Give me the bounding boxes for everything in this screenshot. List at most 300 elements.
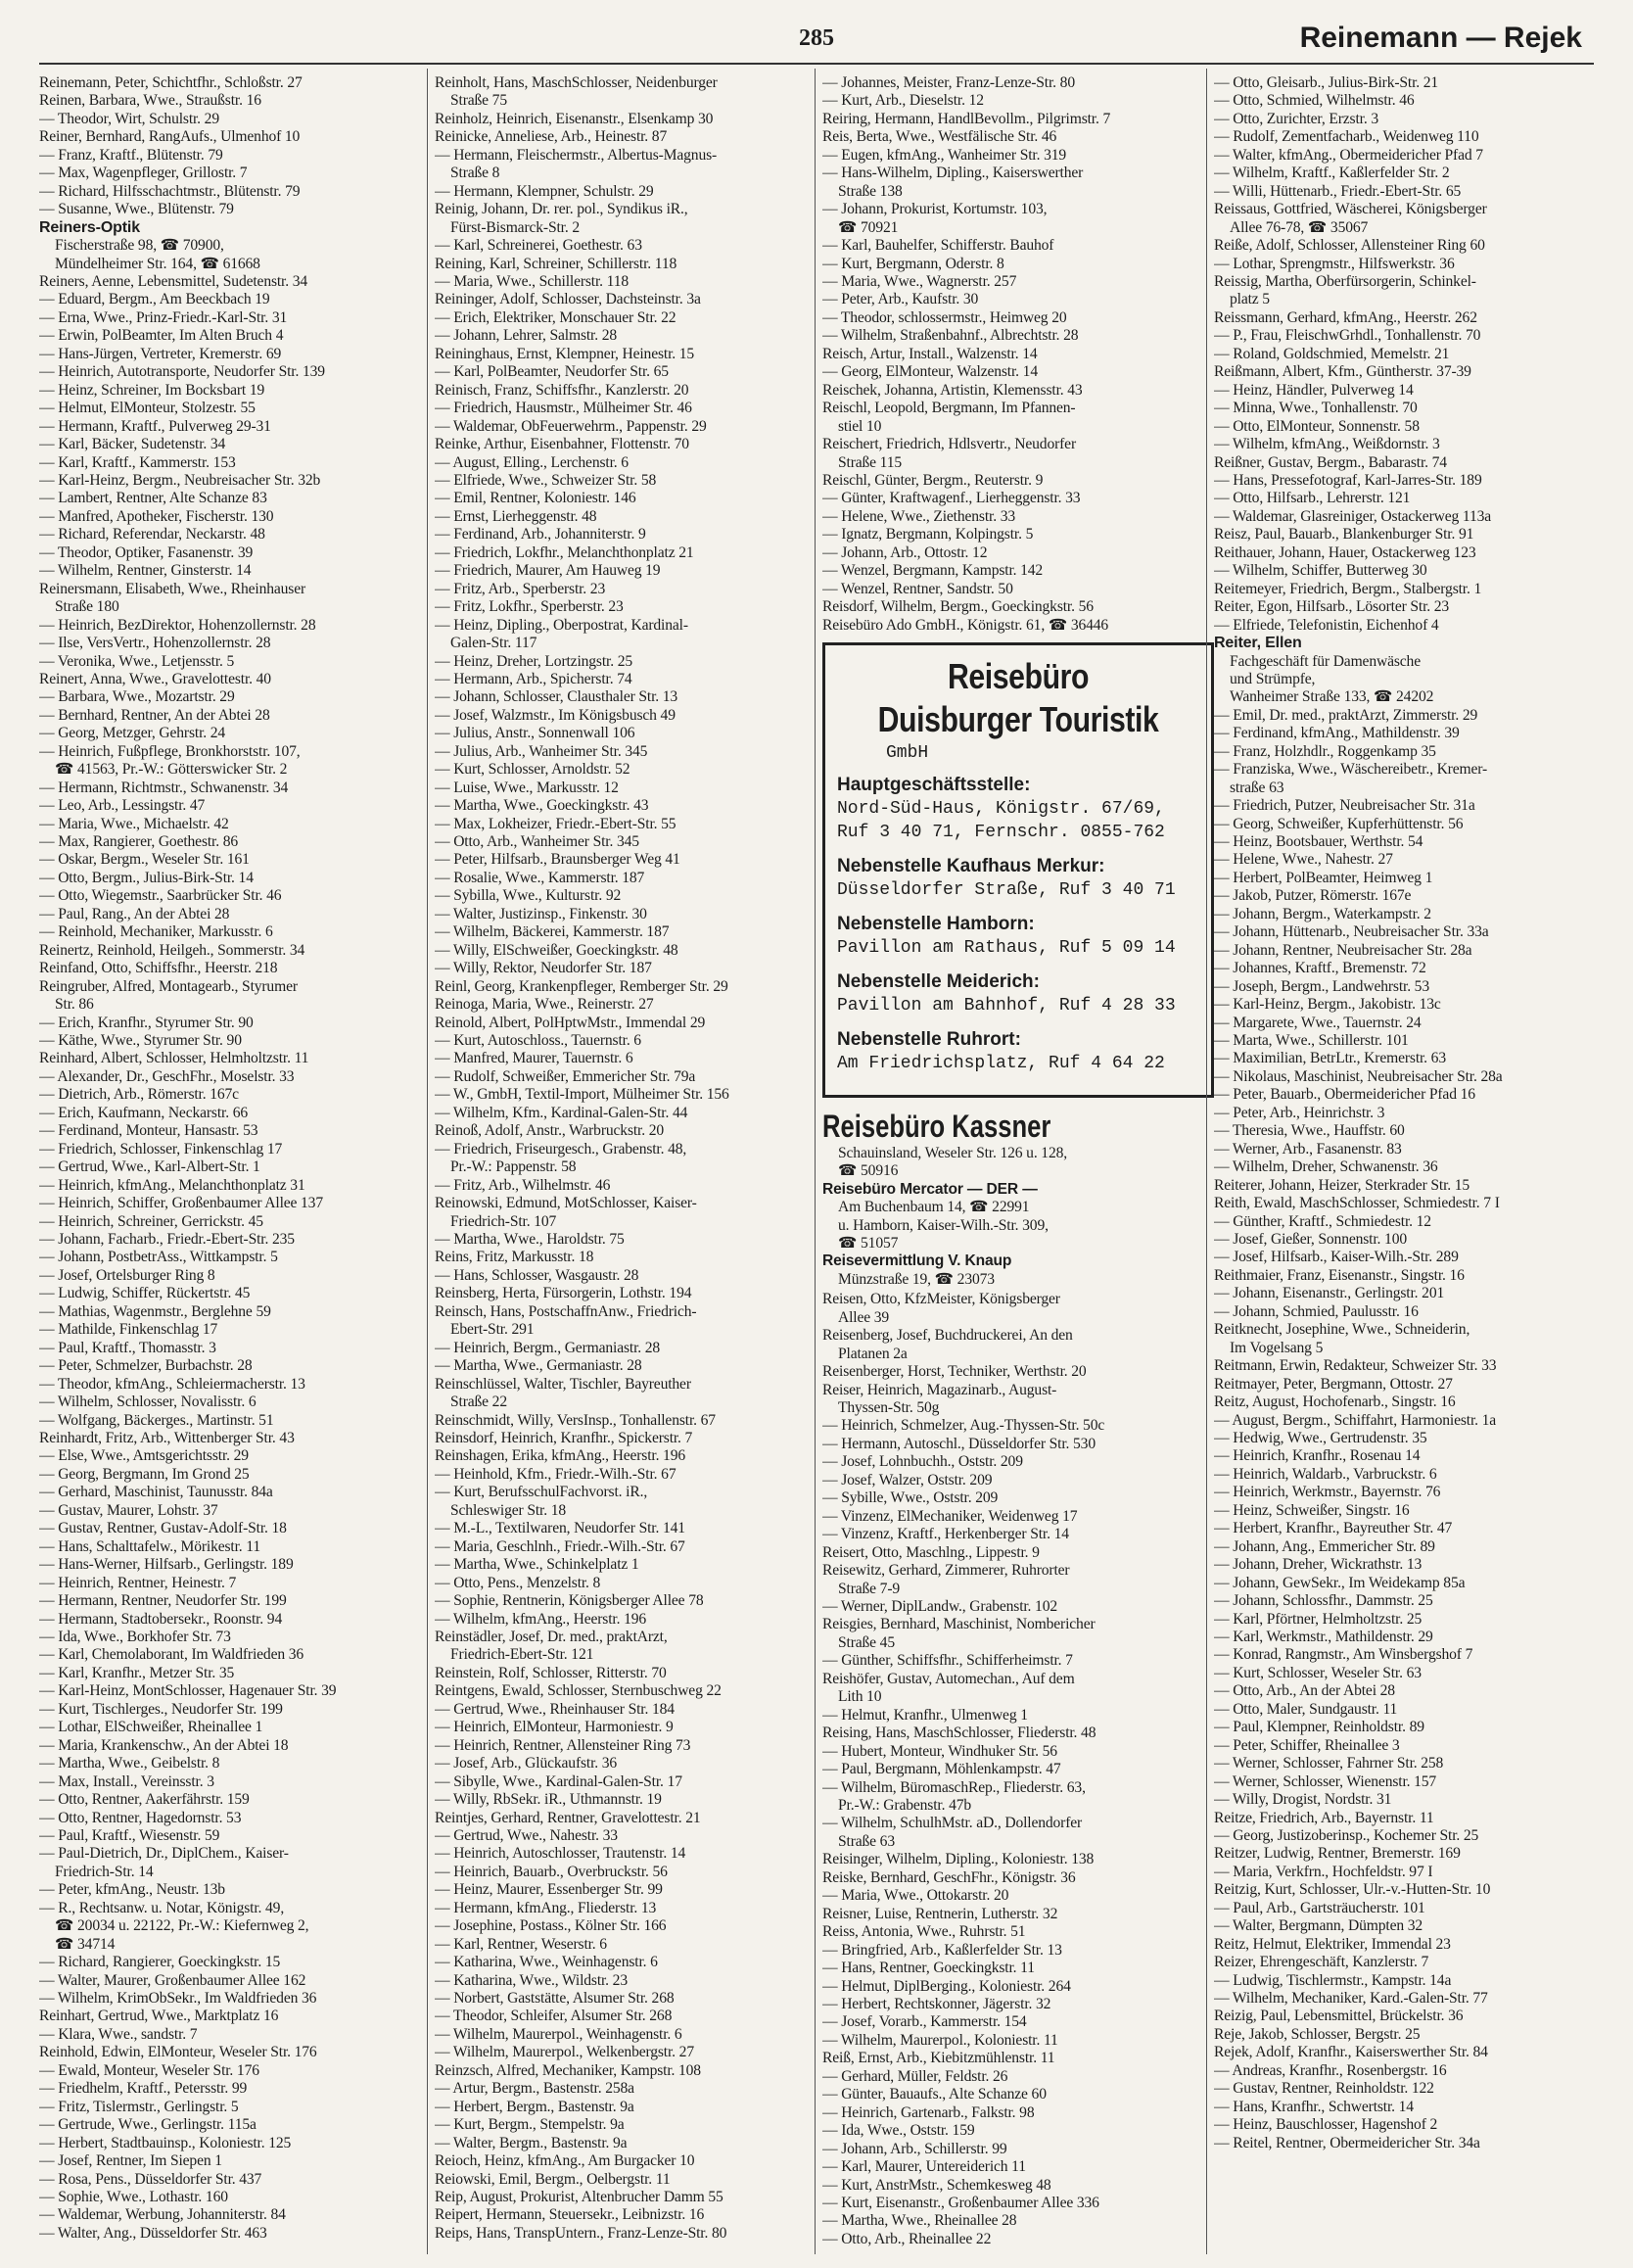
directory-entry: Reinl, Georg, Krankenpfleger, Remberger Str. 29 (435, 977, 728, 995)
directory-entry: — Otto, Zurichter, Erzstr. 3 (1214, 110, 1378, 127)
directory-entry: straße 63 (1230, 779, 1284, 796)
directory-entry: — Hermann, Fleischermstr., Albertus-Magnus- (435, 146, 718, 164)
directory-entry: Reininghaus, Ernst, Klempner, Heinestr. 15 (435, 345, 695, 362)
directory-entry: Reinowski, Edmund, MotSchlosser, Kaiser- (435, 1195, 697, 1212)
directory-entry: — Heinrich, BezDirektor, Hohenzollernstr. 28 (39, 616, 316, 634)
directory-entry: — Herbert, Kranfhr., Bayreuther Str. 47 (1214, 1520, 1453, 1537)
directory-entry: — Manfred, Maurer, Tauernstr. 6 (435, 1050, 633, 1067)
directory-entry: — Wilhelm, Maurerpol., Weinhagenstr. 6 (435, 2025, 682, 2043)
directory-entry: Reiss, Antonia, Wwe., Ruhrstr. 51 (822, 1923, 1026, 1941)
directory-entry: — Friedrich, Maurer, Am Hauweg 19 (435, 562, 661, 580)
ad-branch-phone: Ruf 3 40 71, Fernschr. 0855-762 (837, 823, 1165, 843)
column-3-bottom (822, 1291, 1214, 2248)
directory-entry: — Helmut, ElMonteur, Stolzestr. 55 (39, 400, 256, 417)
directory-entry: Reininger, Adolf, Schlosser, Dachsteinstr. 3a (435, 291, 701, 308)
ad-brand-line1: Reisebüro (947, 656, 1090, 697)
directory-entry: — Mathilde, Finkenschlag 17 (39, 1321, 218, 1339)
column-3-top (822, 74, 1214, 635)
directory-entry: — Richard, Referendar, Neckarstr. 48 (39, 526, 265, 543)
directory-entry: — Richard, Hilfsschachtmstr., Blütenstr. 79 (39, 182, 301, 200)
directory-entry: — Kurt, Arb., Dieselstr. 12 (822, 92, 984, 110)
directory-entry: — Heinrich, Bauarb., Overbruckstr. 56 (435, 1863, 668, 1880)
directory-entry: — Maria, Wwe., Michaelstr. 42 (39, 815, 229, 832)
directory-entry: Reiners, Aenne, Lebensmittel, Sudetenstr. 34 (39, 272, 308, 290)
directory-entry: Reinhold, Edwin, ElMonteur, Weseler Str. 176 (39, 2044, 317, 2061)
directory-entry: — Paul, Kraftf., Thomasstr. 3 (39, 1339, 216, 1356)
directory-entry: Reischl, Günter, Bergm., Reuterstr. 9 (822, 471, 1044, 489)
directory-entry: — Paul, Bergmann, Möhlenkampstr. 47 (822, 1761, 1061, 1778)
directory-entry: — Hans, Rentner, Goeckingkstr. 11 (822, 1960, 1035, 1977)
ad-branch-label: Nebenstelle Kaufhaus Merkur: (837, 856, 1105, 877)
column-divider (427, 69, 428, 2254)
directory-entry: — Peter, kfmAng., Neustr. 13b (39, 1881, 225, 1899)
ad-line: u. Hamborn, Kaiser-Wilh.-Str. 309, (838, 1216, 1049, 1234)
directory-entry: — Hans, Pressefotograf, Karl-Jarres-Str. 189 (1214, 471, 1482, 489)
directory-entry: Reinert, Anna, Wwe., Gravelottestr. 40 (39, 670, 271, 687)
directory-entry: — Konrad, Rangmstr., Am Winsbergshof 7 (1214, 1646, 1473, 1664)
directory-entry: Reiowski, Emil, Bergm., Oelbergstr. 11 (435, 2170, 671, 2188)
directory-entry: Reinstädler, Josef, Dr. med., praktArzt, (435, 1628, 668, 1645)
page-number: 285 (799, 25, 834, 51)
directory-entry: ☎ 34714 (55, 1935, 116, 1953)
directory-entry: — Wenzel, Rentner, Sandstr. 50 (822, 580, 1013, 597)
directory-entry: — Helmut, Kranfhr., Ulmenweg 1 (822, 1706, 1028, 1724)
directory-entry: — Wolfgang, Bäckerges., Martinstr. 51 (39, 1411, 274, 1429)
directory-entry: Reinholt, Hans, MaschSchlosser, Neidenburger (435, 74, 718, 91)
directory-entry: Reithmaier, Franz, Eisenanstr., Singstr. 16 (1214, 1266, 1465, 1284)
directory-entry: Reißner, Gustav, Bergm., Babarastr. 74 (1214, 453, 1447, 471)
directory-entry: Reinemann, Peter, Schichtfhr., Schloßstr. 27 (39, 74, 303, 91)
directory-entry: — Theodor, Optiker, Fasanenstr. 39 (39, 543, 254, 561)
directory-entry: Reje, Jakob, Schlosser, Bergstr. 25 (1214, 2025, 1421, 2043)
directory-entry: — Sophie, Wwe., Lothastr. 160 (39, 2189, 228, 2206)
directory-entry: — Julius, Anstr., Sonnenwall 106 (435, 725, 635, 742)
directory-entry: — Martha, Wwe., Rheinallee 28 (822, 2212, 1017, 2230)
directory-entry: — Herbert, Rechtskonner, Jägerstr. 32 (822, 1995, 1051, 2012)
directory-entry: — Kurt, BerufsschulFachvorst. iR., (435, 1484, 648, 1501)
directory-entry: Friedrich-Str. 14 (55, 1863, 154, 1880)
directory-entry: — Günter, Bauaufs., Alte Schanze 60 (822, 2086, 1047, 2103)
directory-entry: — Richard, Rangierer, Goeckingkstr. 15 (39, 1954, 281, 1971)
directory-entry: — Wilhelm, Schlosser, Novalisstr. 6 (39, 1394, 257, 1411)
directory-entry: — Wilhelm, SchulhMstr. aD., Dollendorfer (822, 1815, 1083, 1832)
directory-entry: Reithauer, Johann, Hauer, Ostackerweg 123 (1214, 543, 1476, 561)
directory-entry: — Ignatz, Bergmann, Kolpingstr. 5 (822, 526, 1034, 543)
directory-entry: — Otto, Rentner, Aakerfährstr. 159 (39, 1791, 250, 1809)
directory-entry: Allee 39 (838, 1308, 890, 1326)
directory-entry: — W., GmbH, Textil-Import, Mülheimer Str. 156 (435, 1086, 729, 1104)
directory-entry: — Helene, Wwe., Ziethenstr. 33 (822, 507, 1016, 525)
directory-entry: — Wilhelm, Rentner, Ginsterstr. 14 (39, 562, 252, 580)
directory-entry: — Wilhelm, Kfm., Kardinal-Galen-Str. 44 (435, 1104, 688, 1121)
entry-range: Reinemann — Rejek (1299, 22, 1582, 54)
directory-entry: — Günter, Kraftwagenf., Lierheggenstr. 33 (822, 490, 1081, 507)
directory-entry: — Josef, Vorarb., Kammerstr. 154 (822, 2013, 1027, 2031)
directory-entry: — Mathias, Wagenmstr., Berglehne 59 (39, 1302, 271, 1320)
directory-entry: Mündelheimer Str. 164, ☎ 61668 (55, 255, 260, 272)
directory-entry: — Wilhelm, Kraftf., Kaßlerfelder Str. 2 (1214, 165, 1450, 182)
directory-entry: — Karl, Kraftf., Kammerstr. 153 (39, 453, 236, 471)
directory-entry: — Werner, Schlosser, Fahrner Str. 258 (1214, 1755, 1444, 1772)
directory-entry: — Fritz, Lokfhr., Sperberstr. 23 (435, 598, 624, 616)
directory-entry: — Theodor, Wirt, Schulstr. 29 (39, 110, 219, 127)
directory-entry: — Herbert, Bergm., Bastenstr. 9a (435, 2098, 634, 2115)
directory-entry: Reip, August, Prokurist, Altenbrucher Damm 55 (435, 2189, 723, 2206)
directory-entry: Reinschmidt, Willy, VersInsp., Tonhallenstr. 67 (435, 1411, 716, 1429)
directory-entry: — Sybille, Wwe., Oststr. 209 (822, 1489, 999, 1507)
ad-knaup-lines (822, 1271, 1214, 1289)
directory-entry: — Josef, Walzmstr., Im Königsbusch 49 (435, 706, 676, 724)
directory-entry: Reiring, Hermann, HandlBevollm., Pilgrimstr. 7 (822, 110, 1111, 127)
directory-entry: Reisch, Artur, Install., Walzenstr. 14 (822, 345, 1038, 362)
directory-entry: und Strümpfe, (1230, 670, 1316, 687)
directory-entry: — Gustav, Rentner, Gustav-Adolf-Str. 18 (39, 1520, 287, 1537)
directory-entry: Reinhardt, Fritz, Arb., Wittenberger Str. 43 (39, 1429, 295, 1446)
directory-entry: Reiße, Adolf, Schlosser, Allensteiner Ring 60 (1214, 237, 1485, 255)
directory-entry: — Martha, Wwe., Goeckingkstr. 43 (435, 797, 649, 815)
directory-entry: Reinen, Barbara, Wwe., Straußstr. 16 (39, 92, 261, 110)
directory-entry: Reith, Ewald, MaschSchlosser, Schmiedestr. 7 I (1214, 1195, 1500, 1212)
directory-entry: Fürst-Bismarck-Str. 2 (450, 218, 580, 236)
directory-entry: — Roland, Goldschmied, Memelstr. 21 (1214, 345, 1450, 362)
directory-entry: — Otto, ElMonteur, Sonnenstr. 58 (1214, 417, 1420, 435)
directory-entry: — Gertrud, Wwe., Rheinhauser Str. 184 (435, 1700, 675, 1718)
directory-entry: Reisgies, Bernhard, Maschinist, Nombericher (822, 1616, 1096, 1633)
ad-line: Am Buchenbaum 14, ☎ 22991 (838, 1199, 1030, 1216)
directory-entry: Reizer, Ehrengeschäft, Kanzlerstr. 7 (1214, 1954, 1429, 1971)
directory-entry: Reinsch, Hans, PostschaffnAnw., Friedrich- (435, 1302, 697, 1320)
ad-branch-address: Nord-Süd-Haus, Königstr. 67/69, (837, 799, 1165, 820)
directory-entry: — Hermann, Richtmstr., Schwanenstr. 34 (39, 779, 289, 796)
directory-entry: Reinold, Albert, PolHptwMstr., Immendal 29 (435, 1014, 706, 1031)
directory-entry: — Werner, DiplLandw., Grabenstr. 102 (822, 1598, 1057, 1615)
directory-entry: Reisner, Luise, Rentnerin, Lutherstr. 32 (822, 1905, 1058, 1922)
directory-entry: — Peter, Arb., Kaufstr. 30 (822, 291, 979, 308)
directory-entry: Reins, Fritz, Markusstr. 18 (435, 1249, 594, 1266)
directory-entry: Reisz, Paul, Bauarb., Blankenburger Str. 91 (1214, 526, 1474, 543)
directory-entry: Im Vogelsang 5 (1230, 1339, 1324, 1356)
directory-entry: Reitz, Helmut, Elektriker, Immendal 23 (1214, 1935, 1451, 1953)
ad-branch-label: Nebenstelle Ruhrort: (837, 1029, 1021, 1051)
directory-entry: — Martha, Wwe., Geibelstr. 8 (39, 1755, 220, 1772)
directory-entry: — Theodor, kfmAng., Schleiermacherstr. 13 (39, 1375, 305, 1393)
directory-entry: — Erwin, PolBeamter, Im Alten Bruch 4 (39, 327, 284, 345)
directory-entry: — Nikolaus, Maschinist, Neubreisacher Str. 28a (1214, 1067, 1503, 1085)
directory-entry: — Martha, Wwe., Haroldstr. 75 (435, 1231, 625, 1248)
directory-entry: — Elfriede, Wwe., Schweizer Str. 58 (435, 471, 657, 489)
directory-entry: — Fritz, Tislermstr., Gerlingstr. 5 (39, 2098, 239, 2115)
ad-branch-label: Hauptgeschäftsstelle: (837, 775, 1031, 796)
directory-entry: — Hermann, Arb., Spicherstr. 74 (435, 670, 632, 687)
directory-entry: — Friedrich, Lokfhr., Melanchthonplatz 21 (435, 543, 694, 561)
ad-kassner-lines (822, 1145, 1214, 1181)
directory-entry: — Hermann, Klempner, Schulstr. 29 (435, 182, 654, 200)
directory-entry: — Reitel, Rentner, Obermeidericher Str. 34a (1214, 2134, 1480, 2151)
directory-entry: — Josef, Lohnbuchh., Oststr. 209 (822, 1453, 1023, 1471)
directory-entry: — Franz, Holzhdlr., Roggenkamp 35 (1214, 742, 1436, 760)
directory-entry: — Walter, Maurer, Großenbaumer Allee 162 (39, 1971, 306, 1989)
directory-entry: Wanheimer Straße 133, ☎ 24202 (1230, 688, 1434, 706)
directory-entry: — Peter, Schiffer, Rheinallee 3 (1214, 1736, 1400, 1754)
directory-entry: — P., Frau, FleischwGrhdl., Tonhallenstr. 70 (1214, 327, 1481, 345)
directory-entry: — August, Bergm., Schiffahrt, Harmoniestr. 1a (1214, 1411, 1497, 1429)
directory-entry: Reips, Hans, TranspUntern., Franz-Lenze-Str. 80 (435, 2224, 727, 2242)
directory-entry: — Ewald, Monteur, Weseler Str. 176 (39, 2061, 259, 2079)
directory-entry: — Hans, Kranfhr., Schwertstr. 14 (1214, 2098, 1414, 2115)
directory-entry: — Emil, Rentner, Koloniestr. 146 (435, 490, 636, 507)
directory-entry: Reinertz, Reinhold, Heilgeh., Sommerstr. 34 (39, 941, 305, 959)
directory-entry: Reiners-Optik (39, 218, 140, 236)
directory-entry: Reinhard, Albert, Schlosser, Helmholtzstr. 11 (39, 1050, 309, 1067)
directory-entry: Friedrich-Str. 107 (450, 1212, 557, 1230)
directory-entry: — Sophie, Rentnerin, Königsberger Allee 78 (435, 1592, 704, 1610)
directory-entry: Reitz, August, Hochofenarb., Singstr. 16 (1214, 1394, 1456, 1411)
directory-entry: — Eugen, kfmAng., Wanheimer Str. 319 (822, 146, 1067, 164)
directory-entry: — Wilhelm, Maurerpol., Koloniestr. 11 (822, 2031, 1058, 2049)
directory-entry: — Leo, Arb., Lessingstr. 47 (39, 797, 206, 815)
ad-knaup-title: Reisevermittlung V. Knaup (822, 1252, 1012, 1270)
directory-entry: — Ludwig, Tischlermstr., Kampstr. 14a (1214, 1971, 1452, 1989)
directory-entry: — Kurt, Tischlerges., Neudorfer Str. 199 (39, 1700, 283, 1718)
directory-entry: — Paul, Klempner, Reinholdstr. 89 (1214, 1719, 1424, 1736)
directory-entry: — Sibylle, Wwe., Kardinal-Galen-Str. 17 (435, 1772, 682, 1790)
directory-entry: — Martha, Wwe., Schinkelplatz 1 (435, 1556, 639, 1574)
directory-entry: Rejek, Adolf, Kranfhr., Kaiserswerther Str. 84 (1214, 2044, 1488, 2061)
directory-entry: stiel 10 (838, 417, 882, 435)
directory-entry: — Johannes, Kraftf., Bremenstr. 72 (1214, 960, 1426, 977)
directory-entry: Pr.-W.: Pappenstr. 58 (450, 1158, 577, 1176)
directory-entry: Reinisch, Franz, Schiffsfhr., Kanzlerstr. 20 (435, 381, 689, 399)
directory-entry: — Wilhelm, kfmAng., Heerstr. 196 (435, 1610, 647, 1628)
directory-entry: — Max, Lokheizer, Friedr.-Ebert-Str. 55 (435, 815, 677, 832)
ad-kassner-brand: Reisebüro Kassner (822, 1109, 1051, 1145)
directory-entry: ☎ 70921 (838, 218, 899, 236)
directory-entry: — Johann, Lehrer, Salmstr. 28 (435, 327, 618, 345)
directory-entry: — Karl, Rentner, Weserstr. 6 (435, 1935, 607, 1953)
directory-entry: — Gertrud, Wwe., Karl-Albert-Str. 1 (39, 1158, 260, 1176)
directory-entry: Platanen 2a (838, 1345, 908, 1362)
directory-entry: Reinholz, Heinrich, Eisenanstr., Elsenkamp 30 (435, 110, 714, 127)
directory-entry: — Walter, Ang., Düsseldorfer Str. 463 (39, 2224, 267, 2242)
directory-entry: Reintjes, Gerhard, Rentner, Gravelottestr. 21 (435, 1809, 701, 1826)
directory-entry: Straße 8 (450, 165, 500, 182)
directory-entry: — Paul, Rang., An der Abtei 28 (39, 905, 230, 922)
directory-entry: Reinshagen, Erika, kfmAng., Heerstr. 196 (435, 1447, 686, 1465)
directory-entry: — Kurt, Autoschloss., Tauernstr. 6 (435, 1032, 641, 1050)
directory-entry: — Walter, Bergmann, Dümpten 32 (1214, 1917, 1423, 1935)
header-rule (39, 63, 1594, 65)
directory-entry: — Johann, Bergm., Waterkampstr. 2 (1214, 905, 1431, 922)
directory-entry: Straße 7-9 (838, 1580, 901, 1597)
directory-entry: — Otto, Gleisarb., Julius-Birk-Str. 21 (1214, 74, 1439, 91)
directory-entry: — Max, Wagenpfleger, Grillostr. 7 (39, 165, 248, 182)
directory-entry: — Elfriede, Telefonistin, Eichenhof 4 (1214, 616, 1439, 634)
directory-entry: — Wilhelm, Straßenbahnf., Albrechtstr. 28 (822, 327, 1079, 345)
directory-entry: — Barbara, Wwe., Mozartstr. 29 (39, 688, 235, 706)
directory-entry: — Artur, Bergm., Bastenstr. 258a (435, 2080, 634, 2098)
directory-entry: Schleswiger Str. 18 (450, 1501, 566, 1519)
directory-entry: — Johann, Dreher, Wickrathstr. 13 (1214, 1556, 1423, 1574)
directory-entry: — Rosa, Pens., Düsseldorfer Str. 437 (39, 2170, 262, 2188)
directory-entry: — Heinrich, Autoschlosser, Trautenstr. 14 (435, 1845, 686, 1863)
directory-entry: Reisewitz, Gerhard, Zimmerer, Ruhrorter (822, 1562, 1070, 1580)
directory-entry: — Heinz, Bootsbauer, Werthstr. 54 (1214, 833, 1423, 851)
directory-entry: — Ferdinand, kfmAng., Mathildenstr. 39 (1214, 725, 1460, 742)
directory-entry: Reisenberger, Horst, Techniker, Werthstr. 20 (822, 1363, 1087, 1381)
directory-entry: — Hans-Werner, Hilfsarb., Gerlingstr. 189 (39, 1556, 294, 1574)
directory-entry: — Peter, Schmelzer, Burbachstr. 28 (39, 1357, 253, 1375)
ad-branch-address: Düsseldorfer Straße, Ruf 3 40 71 (837, 880, 1176, 901)
directory-entry: — Josef, Ortelsburger Ring 8 (39, 1266, 215, 1284)
directory-entry: — Johann, PostbetrAss., Wittkampstr. 5 (39, 1249, 278, 1266)
directory-entry: — Georg, Justizoberinsp., Kochemer Str. 25 (1214, 1826, 1479, 1844)
directory-entry: — Kurt, Bergmann, Oderstr. 8 (822, 255, 1004, 272)
directory-entry: Reishöfer, Gustav, Automechan., Auf dem (822, 1670, 1075, 1687)
column-divider (815, 69, 816, 2254)
directory-entry: — Heinz, Dipling., Oberpostrat, Kardinal- (435, 616, 688, 634)
directory-entry: — Gustav, Rentner, Reinholdstr. 122 (1214, 2080, 1434, 2098)
directory-entry: Reinstein, Rolf, Schlosser, Ritterstr. 70 (435, 1664, 667, 1681)
column-divider (1206, 69, 1207, 2254)
directory-entry: Reining, Karl, Schreiner, Schillerstr. 118 (435, 255, 677, 272)
directory-entry: — Heinz, Schreiner, Im Bocksbart 19 (39, 381, 265, 399)
directory-entry: — Paul-Dietrich, Dr., DiplChem., Kaiser- (39, 1845, 289, 1863)
directory-entry: — Gertrud, Wwe., Nahestr. 33 (435, 1826, 618, 1844)
directory-entry: — Heinz, Schweißer, Singstr. 16 (1214, 1501, 1410, 1519)
directory-entry: — Willy, Drogist, Nordstr. 31 (1214, 1791, 1392, 1809)
directory-entry: — Johann, Schlossfhr., Dammstr. 25 (1214, 1592, 1433, 1610)
directory-entry: — Helene, Wwe., Nahestr. 27 (1214, 851, 1393, 869)
directory-entry: — Joseph, Bergm., Landwehrstr. 53 (1214, 977, 1429, 995)
directory-entry: Straße 180 (55, 598, 119, 616)
directory-entry: — Heinz, Händler, Pulverweg 14 (1214, 381, 1414, 399)
directory-entry: — Jakob, Putzer, Römerstr. 167e (1214, 887, 1412, 905)
directory-entry: — Susanne, Wwe., Blütenstr. 79 (39, 201, 234, 218)
directory-entry: — Johann, Hüttenarb., Neubreisacher Str. 33a (1214, 923, 1489, 941)
ad-kassner (822, 1108, 1214, 1289)
directory-entry: — Hans, Schlosser, Wasgaustr. 28 (435, 1266, 639, 1284)
directory-entry: — Fritz, Arb., Wilhelmstr. 46 (435, 1176, 611, 1194)
directory-entry: — Erich, Kaufmann, Neckarstr. 66 (39, 1104, 249, 1121)
directory-entry: — Theodor, schlossermstr., Heimweg 20 (822, 308, 1067, 326)
directory-entry: — Wilhelm, Mechaniker, Kard.-Galen-Str. 77 (1214, 1990, 1488, 2008)
directory-entry: — Wilhelm, Bäckerei, Kammerstr. 187 (435, 923, 670, 941)
directory-entry: — Max, Rangierer, Goethestr. 86 (39, 833, 239, 851)
directory-entry: — Otto, Rentner, Hagedornstr. 53 (39, 1809, 242, 1826)
directory-entry: — Hans, Schalttafelw., Mörikestr. 11 (39, 1537, 261, 1555)
directory-entry: — Heinrich, Autotransporte, Neudorfer Str. 139 (39, 363, 325, 381)
directory-entry: Reisinger, Wilhelm, Dipling., Koloniestr. 138 (822, 1851, 1095, 1868)
directory-entry: — Heinrich, Rentner, Heinestr. 7 (39, 1574, 237, 1591)
ad-mercator-lines (822, 1199, 1214, 1252)
directory-entry: — Heinrich, kfmAng., Melanchthonplatz 31 (39, 1176, 305, 1194)
directory-entry: — Waldemar, ObFeuerwehrm., Pappenstr. 29 (435, 417, 707, 435)
directory-entry: — Erich, Kranfhr., Styrumer Str. 90 (39, 1014, 254, 1031)
directory-entry: — Ilse, VersVertr., Hohenzollernstr. 28 (39, 635, 271, 652)
column-4 (1214, 74, 1596, 2254)
directory-entry: — Werner, Arb., Fasanenstr. 83 (1214, 1140, 1402, 1158)
directory-entry: Reischek, Johanna, Artistin, Klemensstr. 43 (822, 381, 1083, 399)
directory-entry: Straße 115 (838, 453, 903, 471)
directory-entry: — Karl, Pförtner, Helmholtzstr. 25 (1214, 1610, 1423, 1628)
directory-entry: — Gerhard, Maschinist, Taunusstr. 84a (39, 1484, 273, 1501)
directory-entry: — Karl, Bauhelfer, Schifferstr. Bauhof (822, 237, 1054, 255)
directory-entry: — Walter, kfmAng., Obermeidericher Pfad 7 (1214, 146, 1483, 164)
directory-entry: — Vinzenz, ElMechaniker, Weidenweg 17 (822, 1507, 1078, 1525)
directory-entry: — Katharina, Wwe., Weinhagenstr. 6 (435, 1954, 658, 1971)
directory-entry: — Willy, RbSekr. iR., Uthmannstr. 19 (435, 1791, 662, 1809)
directory-entry: Ebert-Str. 291 (450, 1321, 535, 1339)
directory-entry: — Hubert, Monteur, Windhuker Str. 56 (822, 1742, 1057, 1760)
directory-entry: Reiß, Ernst, Arb., Kiebitzmühlenstr. 11 (822, 2050, 1055, 2067)
directory-entry: Reitmayer, Peter, Bergmann, Ottostr. 27 (1214, 1375, 1453, 1393)
directory-entry: Reitemeyer, Friedrich, Bergm., Stalbergstr. 1 (1214, 580, 1482, 597)
directory-entry: — Kurt, Schlosser, Arnoldstr. 52 (435, 761, 630, 779)
directory-entry: — Josef, Walzer, Oststr. 209 (822, 1471, 993, 1488)
directory-entry: — Walter, Justizinsp., Finkenstr. 30 (435, 905, 647, 922)
directory-entry: — Maria, Krankenschw., An der Abtei 18 (39, 1736, 289, 1754)
directory-entry: Reinersmann, Elisabeth, Wwe., Rheinhauser (39, 580, 306, 597)
directory-entry: — Hedwig, Wwe., Gertrudenstr. 35 (1214, 1429, 1427, 1446)
directory-entry: — Herbert, PolBeamter, Heimweg 1 (1214, 869, 1433, 886)
directory-entry: Reiner, Bernhard, RangAufs., Ulmenhof 10 (39, 128, 301, 146)
directory-entry: Reinoß, Adolf, Anstr., Warbruckstr. 20 (435, 1122, 665, 1140)
directory-entry: — Willy, Rektor, Neudorfer Str. 187 (435, 960, 652, 977)
directory-entry: — Kurt, AnstrMstr., Schemkesweg 48 (822, 2176, 1051, 2194)
directory-entry: — Wilhelm, KrimObSekr., Im Waldfrieden 36 (39, 1990, 317, 2008)
directory-entry: Reingruber, Alfred, Montagearb., Styrumer (39, 977, 298, 995)
directory-entry: — Otto, Bergm., Julius-Birk-Str. 14 (39, 869, 254, 886)
directory-entry: — Theodor, Schleifer, Alsumer Str. 268 (435, 2008, 673, 2025)
directory-entry: — Heinrich, Werkmstr., Bayernstr. 76 (1214, 1484, 1441, 1501)
directory-entry: — Josephine, Postass., Kölner Str. 166 (435, 1917, 667, 1935)
directory-entry: — Otto, Wiegemstr., Saarbrücker Str. 46 (39, 887, 282, 905)
directory-entry: — Bringfried, Arb., Kaßlerfelder Str. 13 (822, 1941, 1062, 1959)
directory-entry: Reissaus, Gottfried, Wäscherei, Königsberger (1214, 201, 1487, 218)
directory-entry: — Minna, Wwe., Tonhallenstr. 70 (1214, 400, 1418, 417)
directory-entry: — Heinrich, Schiffer, Großenbaumer Allee 137 (39, 1195, 323, 1212)
directory-entry: — Josef, Gießer, Sonnenstr. 100 (1214, 1231, 1407, 1248)
directory-entry: — Werner, Schlosser, Wienenstr. 157 (1214, 1772, 1437, 1790)
directory-entry: — Otto, Arb., Rheinallee 22 (822, 2230, 992, 2247)
directory-entry: Reitze, Friedrich, Arb., Bayernstr. 11 (1214, 1809, 1434, 1826)
directory-entry: — Josef, Arb., Glückaufstr. 36 (435, 1755, 618, 1772)
directory-entry: Reising, Hans, MaschSchlosser, Fliederstr. 48 (822, 1725, 1096, 1742)
directory-entry: platz 5 (1230, 291, 1270, 308)
directory-entry: — Peter, Bauarb., Obermeidericher Pfad 16 (1214, 1086, 1475, 1104)
directory-entry: — Heinrich, Schmelzer, Aug.-Thyssen-Str. 50c (822, 1417, 1105, 1435)
directory-entry: — Rosalie, Wwe., Kammerstr. 187 (435, 869, 645, 886)
directory-entry: — Karl, Bäcker, Sudetenstr. 34 (39, 436, 226, 453)
directory-entry: ☎ 20034 u. 22122, Pr.-W.: Kiefernweg 2, (55, 1917, 309, 1935)
directory-entry: — Johann, Eisenanstr., Gerlingstr. 201 (1214, 1285, 1445, 1302)
directory-entry: Reizig, Paul, Lebensmittel, Brückelstr. 36 (1214, 2008, 1464, 2025)
directory-entry: — Otto, Arb., Wanheimer Str. 345 (435, 833, 639, 851)
directory-entry: — Maria, Geschlnh., Friedr.-Wilh.-Str. 67 (435, 1537, 685, 1555)
directory-entry: — Otto, Schmied, Wilhelmstr. 46 (1214, 92, 1415, 110)
directory-entry: — Norbert, Gaststätte, Alsumer Str. 268 (435, 1990, 675, 2008)
directory-entry: — Helmut, DiplBerging., Koloniestr. 264 (822, 1977, 1071, 1995)
directory-entry: — Günther, Kraftf., Schmiedestr. 12 (1214, 1212, 1431, 1230)
directory-entry: Str. 86 (55, 996, 94, 1014)
directory-entry: — Marta, Wwe., Schillerstr. 101 (1214, 1032, 1409, 1050)
directory-entry: Straße 138 (838, 182, 903, 200)
ad-branch-address: Am Friedrichsplatz, Ruf 4 64 22 (837, 1054, 1165, 1074)
ad-mercator-title: Reisebüro Mercator — DER — (822, 1180, 1038, 1198)
directory-entry: — Herbert, Stadtbauinsp., Koloniestr. 125 (39, 2134, 292, 2151)
directory-entry: — Hermann, Stadtobersekr., Roonstr. 94 (39, 1610, 283, 1628)
ad-brand-line2: Duisburger Touristik (877, 699, 1159, 740)
